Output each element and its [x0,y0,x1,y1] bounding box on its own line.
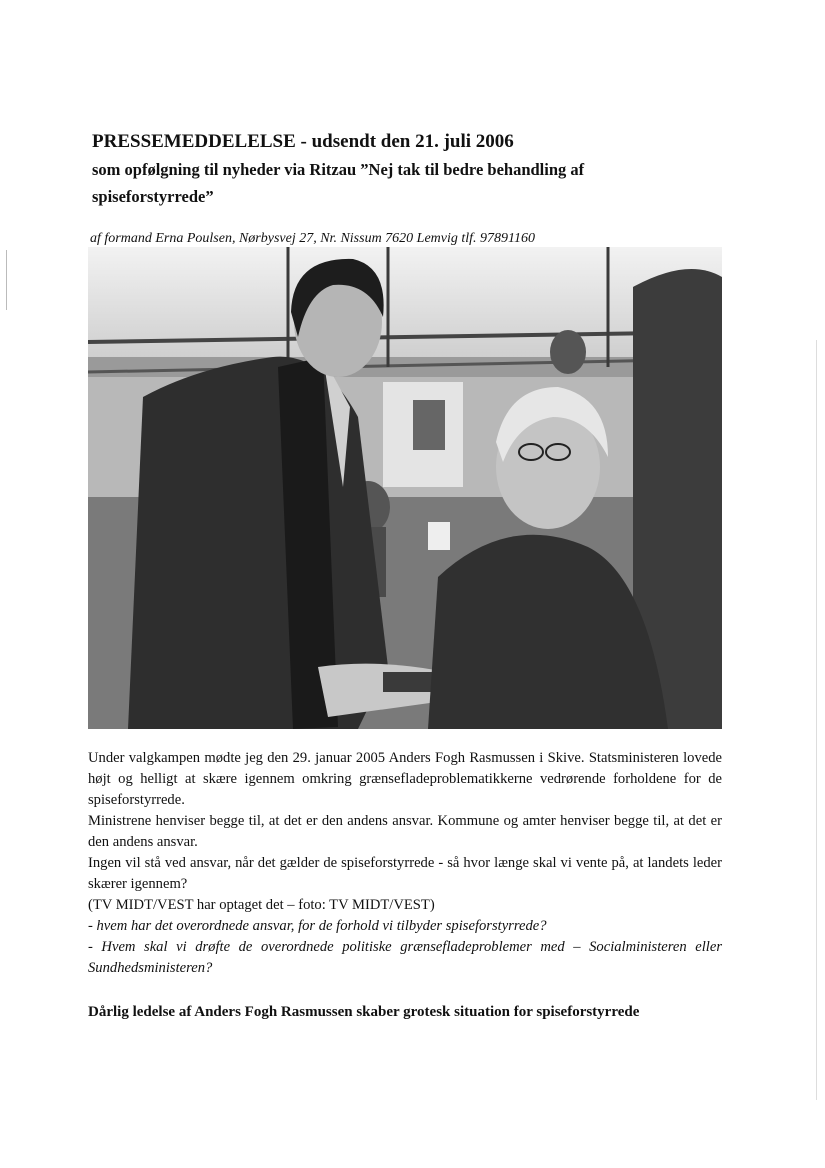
body-paragraph: (TV MIDT/VEST har optaget det – foto: TV MIDT/VEST) [88,897,435,913]
question-item: - Hvem skal vi drøfte de overordnede politiske grænsefladeproblemer med – Socialministeren eller Sundhedsministeren? [88,939,722,976]
body-paragraph: Under valgkampen mødte jeg den 29. januar 2005 Anders Fogh Rasmussen i Skive. Statsministeren lovede højt og helligt at skære igennem omkring grænsefladeproblematikkerne vedrørende forholdene for de spiseforstyrrede. [88,750,722,808]
body-text [88,748,722,979]
body-paragraph: Ministrene henviser begge til, at det er den andens ansvar. Kommune og amter henviser begge til, at det er den andens ansvar. [88,813,722,850]
press-photo [88,247,722,729]
heading-title: PRESSEMEDDELELSE - udsendt den 21. juli 2006 [92,131,514,152]
press-release-heading [92,130,772,208]
question-item: - hvem har det overordnede ansvar, for de forhold vi tilbyder spiseforstyrrede? [88,918,547,934]
photo-illustration [88,247,722,729]
closing-statement: Dårlig ledelse af Anders Fogh Rasmussen skaber grotesk situation for spiseforstyrrede [88,1004,640,1020]
body-paragraph: Ingen vil stå ved ansvar, når det gælder de spiseforstyrrede - så hvor længe skal vi vente på, at landets leder skærer igennem? [88,855,722,892]
scan-edge-mark [6,250,7,310]
heading-subtitle-line: som opfølgning til nyheder via Ritzau ”Nej tak til bedre behandling af [92,160,585,179]
scan-edge-mark [816,340,817,1100]
author-byline: af formand Erna Poulsen, Nørbysvej 27, Nr. Nissum 7620 Lemvig tlf. 97891160 [90,231,536,246]
heading-subtitle-line: spiseforstyrrede” [92,187,214,206]
